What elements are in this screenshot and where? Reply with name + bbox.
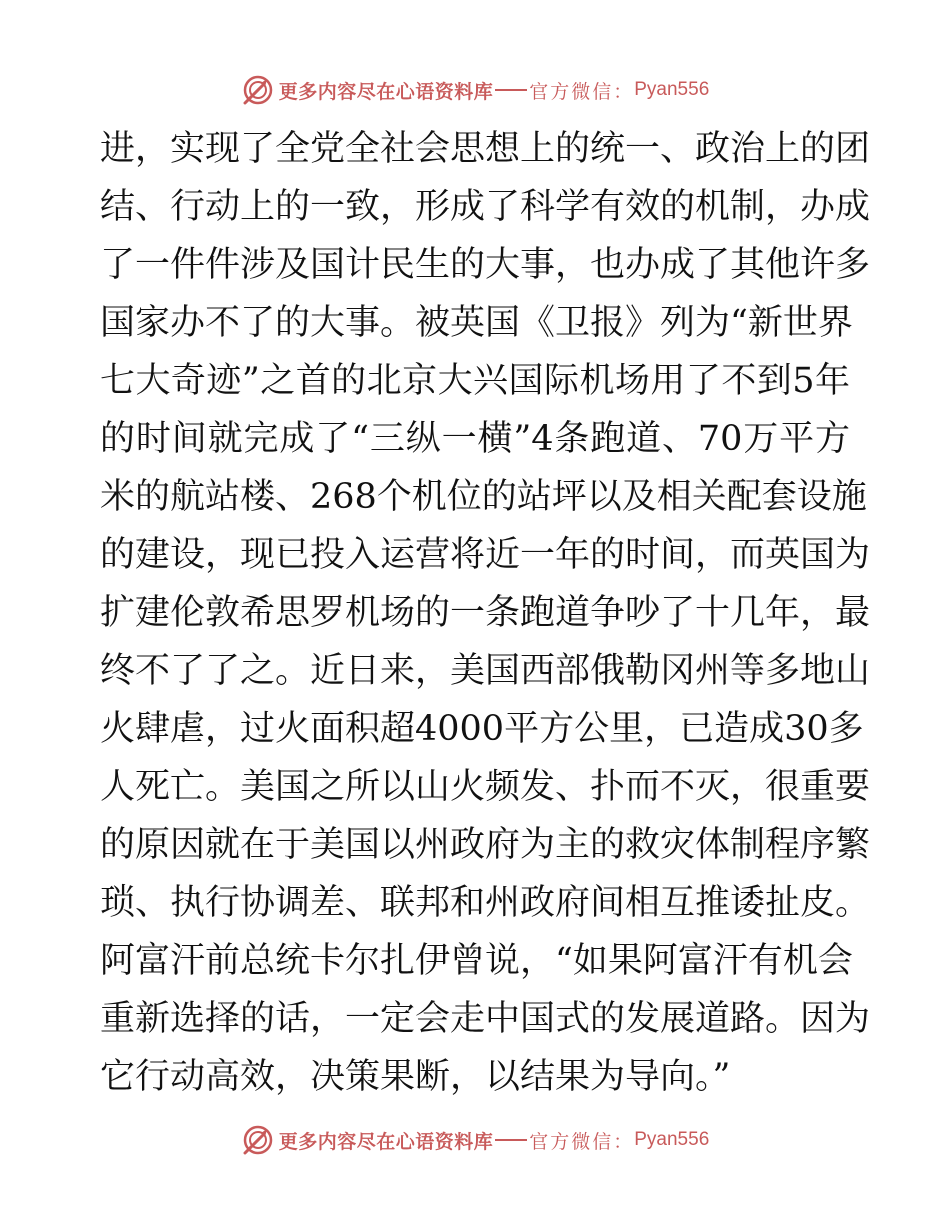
text-line: 阿富汗前总统卡尔扎伊曾说，“如果阿富汗有机会 xyxy=(100,941,853,981)
text-line: 的时间就完成了“三纵一横”4条跑道、70万平方 xyxy=(100,419,850,459)
text-line: 它行动高效，决策果断，以结果为导向。” xyxy=(100,1057,731,1097)
body-text xyxy=(100,120,871,1106)
text-line: 重新选择的话，一定会走中国式的发展道路。因为 xyxy=(100,999,871,1039)
footer-brand-text: 更多内容尽在心语资料库 xyxy=(278,1130,494,1153)
footer-dash xyxy=(495,1139,527,1141)
header-brand-text: 更多内容尽在心语资料库 xyxy=(278,80,494,103)
text-line: 国家办不了的大事。被英国《卫报》列为“新世界 xyxy=(100,303,853,343)
brand-logo-icon xyxy=(241,73,275,107)
text-line: 了一件件涉及国计民生的大事，也办成了其他许多 xyxy=(100,245,871,285)
header-dash xyxy=(495,89,527,91)
header-banner xyxy=(0,70,950,110)
text-line: 扩建伦敦希思罗机场的一条跑道争吵了十几年，最 xyxy=(100,593,871,633)
brand-logo-icon xyxy=(241,1123,275,1157)
footer-banner xyxy=(0,1120,950,1160)
text-line: 琐、执行协调差、联邦和州政府间相互推诿扯皮。 xyxy=(100,883,871,923)
footer-wechat-id: Pyan556 xyxy=(634,1129,710,1150)
text-line: 米的航站楼、268个机位的站坪以及相关配套设施 xyxy=(100,477,867,517)
text-line: 七大奇迹”之首的北京大兴国际机场用了不到5年 xyxy=(100,361,850,401)
text-line: 结、行动上的一致，形成了科学有效的机制，办成 xyxy=(100,187,871,227)
text-line: 进，实现了全党全社会思想上的统一、政治上的团 xyxy=(100,129,871,169)
text-line: 火肆虐，过火面积超4000平方公里，已造成30多 xyxy=(100,709,864,749)
text-line: 终不了了之。近日来，美国西部俄勒冈州等多地山 xyxy=(100,651,871,691)
header-official-label: 官方微信： xyxy=(529,80,635,103)
text-line: 人死亡。美国之所以山火频发、扑而不灭，很重要 xyxy=(100,767,871,807)
header-wechat-id: Pyan556 xyxy=(634,79,710,100)
text-line: 的原因就在于美国以州政府为主的救灾体制程序繁 xyxy=(100,825,871,865)
footer-official-label: 官方微信： xyxy=(529,1130,635,1153)
text-line: 的建设，现已投入运营将近一年的时间，而英国为 xyxy=(100,535,871,575)
